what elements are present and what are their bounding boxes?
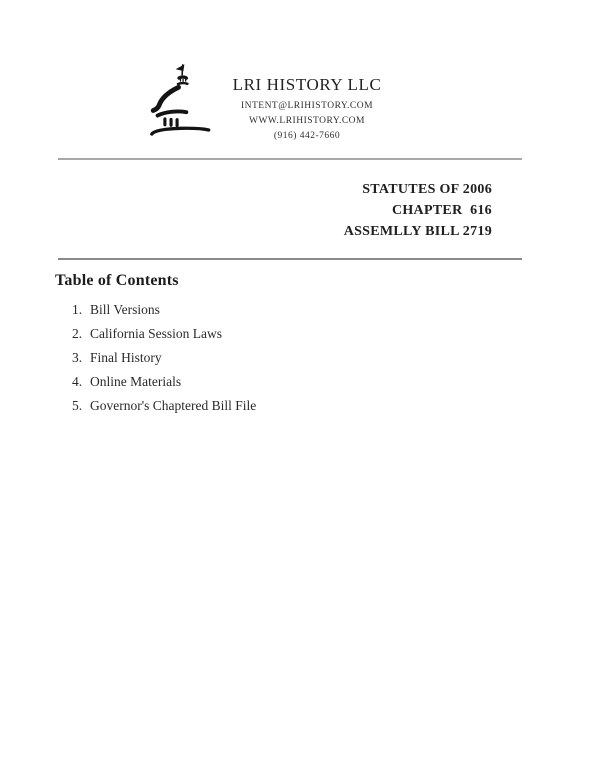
case-reference-block xyxy=(344,179,492,242)
divider-bottom xyxy=(58,258,522,260)
toc-item-label: Bill Versions xyxy=(90,302,160,317)
toc-item-label: California Session Laws xyxy=(90,326,222,341)
toc-item-final-history xyxy=(72,349,256,373)
website-url: WWW.LRIHISTORY.COM xyxy=(249,116,365,126)
statutes-line: STATUTES OF 2006 xyxy=(362,182,492,197)
toc-item-label: Final History xyxy=(90,350,162,365)
toc-item-label: Online Materials xyxy=(90,374,182,389)
company-name: LRI HISTORY LLC xyxy=(232,75,382,94)
toc-item-number: 1. xyxy=(72,302,83,317)
toc-item-online-materials xyxy=(72,373,256,397)
toc-list xyxy=(72,301,256,421)
toc-item-number: 2. xyxy=(72,326,83,341)
email-address: INTENT@LRIHISTORY.COM xyxy=(240,101,374,111)
toc-item-label: Governor's Chaptered Bill File xyxy=(90,398,257,413)
contact-block xyxy=(157,99,457,144)
toc-item-number: 3. xyxy=(72,350,83,365)
toc-item-number: 5. xyxy=(72,398,83,413)
chapter-line: CHAPTER 616 xyxy=(391,203,492,218)
assembly-bill-line: ASSEMLLY BILL 2719 xyxy=(343,224,492,239)
toc-item-governors-chaptered-bill-file xyxy=(72,397,256,421)
toc-item-session-laws xyxy=(72,325,256,349)
toc-item-bill-versions xyxy=(72,301,256,325)
toc-item-number: 4. xyxy=(72,374,83,389)
letterhead xyxy=(157,74,457,144)
divider-top xyxy=(58,158,522,160)
phone-number: (916) 442-7660 xyxy=(273,131,341,141)
toc-heading: Table of Contents xyxy=(55,272,179,289)
